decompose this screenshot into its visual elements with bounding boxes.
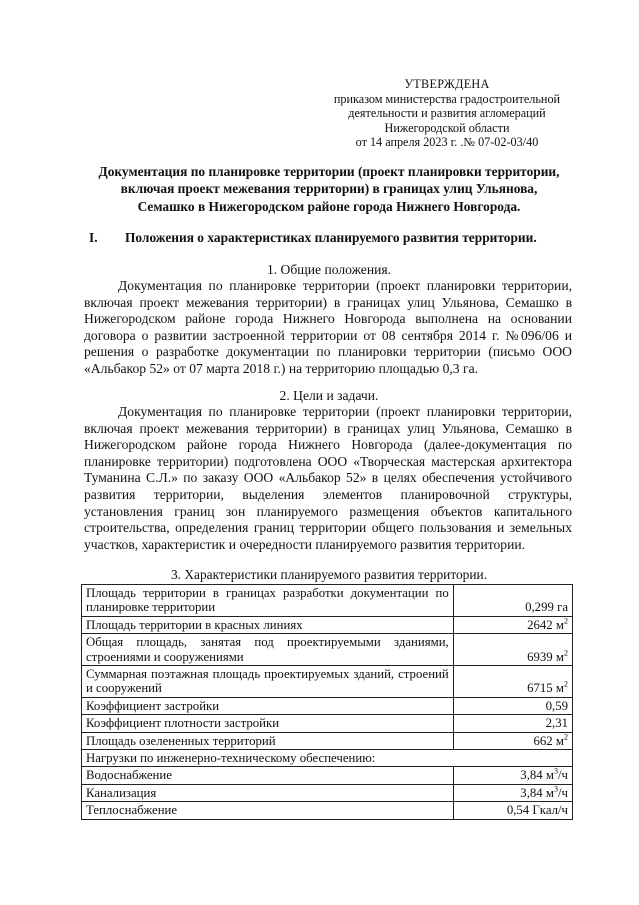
table-row (82, 634, 573, 666)
document-title-line: Семашко в Нижегородском районе города Нижнего Новгорода. (137, 198, 521, 214)
row-name: Теплоснабжение (82, 802, 454, 819)
table-row (82, 732, 573, 749)
approval-line: от 14 апреля 2023 г. .№ 07-02-03/40 (355, 135, 539, 150)
row-value: 3,84 $м^3/ч$ (453, 767, 572, 784)
row-value: 6715 $м^2$ (453, 666, 572, 698)
row-value: 0,59 (453, 697, 572, 714)
table-row (82, 802, 573, 819)
row-name: Коэффициент застройки (82, 697, 454, 714)
row-value: 3,84 $м^3/ч$ (453, 784, 572, 801)
unit-superscript: 2 (564, 732, 568, 742)
unit-superscript: 2 (564, 680, 568, 690)
row-name: Суммарная поэтажная площадь проектируемых зданий, строений и сооружений (82, 666, 454, 698)
approval-line: Нижегородской области (384, 120, 510, 135)
row-name: Канализация (82, 784, 454, 801)
loads-header: Нагрузки по инженерно-техническому обеспечению: (82, 750, 573, 767)
row-name: Общая площадь, занятая под проектируемыми зданиями, строениями и сооружениями (82, 634, 454, 666)
document-title-line: Документация по планировке территории (проект планировки территории, (98, 164, 560, 179)
goals-paragraph: Документация по планировке территории (проект планировки территории, включая проект межевания территории) в границах улиц Ульянова, Семашко в Нижегородском районе города Нижнего Новгорода (далее-документация по планировке территории) подготовлена ООО «Творческая мастерская архитектора Туманина С.Л.» по заказу ООО «Альбакор 52» в целях обеспечения устойчивого развития территории, выделения элементов планировочной структуры, установления границ зон планируемого размещения объектов капитального строительства, определения границ территории общего пользования и земельных участков, характеристик и очередности планируемого развития территории. (84, 404, 572, 552)
approval-title: УТВЕРЖДЕНА (404, 77, 490, 91)
row-value: 662 $м^2$ (453, 732, 572, 749)
section-title: Положения о характеристиках планируемого развития территории. (125, 230, 537, 245)
row-name: Коэффициент плотности застройки (82, 715, 454, 732)
table-row (82, 616, 573, 633)
row-name: Площадь озелененных территорий (82, 732, 454, 749)
table-row (82, 784, 573, 801)
approval-stamp (316, 77, 578, 150)
table-row (82, 697, 573, 714)
row-value: 0,299 га (453, 585, 572, 617)
approval-line: деятельности и развития агломераций (348, 106, 546, 121)
row-value: 0,54 Гкал/ч (453, 802, 572, 819)
row-value: 6939 $м^2$ (453, 634, 572, 666)
row-name: Водоснабжение (82, 767, 454, 784)
goals-heading: 2. Цели и задачи. (279, 388, 379, 403)
unit-superscript: 2 (564, 616, 568, 626)
table-caption: 3. Характеристики планируемого развития территории. (170, 567, 488, 582)
general-paragraph: Документация по планировке территории (проект планировки территории, включая проект межевания территории) в границах улиц Ульянова, Семашко в Нижегородском районе города Нижнего Новгорода выполнена на основании договора о развитии застроенной территории от 08 сентября 2014 г. №096/06 и решения о разработке документации по планировки территории (письмо ООО «Альбакор 52» от 07 марта 2018 г.) на территорию площадью 0,3 га. (84, 278, 572, 376)
table-row (82, 585, 573, 617)
characteristics-table (81, 584, 573, 820)
section-number: I. (89, 230, 98, 245)
unit-superscript: 3 (554, 767, 558, 777)
row-name: Площадь территории в красных линиях (82, 616, 454, 633)
table-row (82, 666, 573, 698)
table-row (82, 767, 573, 784)
row-name: Площадь территории в границах разработки документации по планировке территории (82, 585, 454, 617)
row-value: 2642 $м^2$ (453, 616, 572, 633)
document-title (84, 163, 574, 215)
table-row-loads-header (82, 750, 573, 767)
unit-superscript: 3 (554, 784, 558, 794)
table-row (82, 715, 573, 732)
approval-line: приказом министерства градостроительной (333, 91, 561, 106)
document-title-line: включая проект межевания территории) в границах улиц Ульянова, (120, 181, 538, 197)
unit-superscript: 2 (564, 648, 568, 658)
row-value: 2,31 (453, 715, 572, 732)
general-heading: 1. Общие положения. (266, 262, 392, 277)
